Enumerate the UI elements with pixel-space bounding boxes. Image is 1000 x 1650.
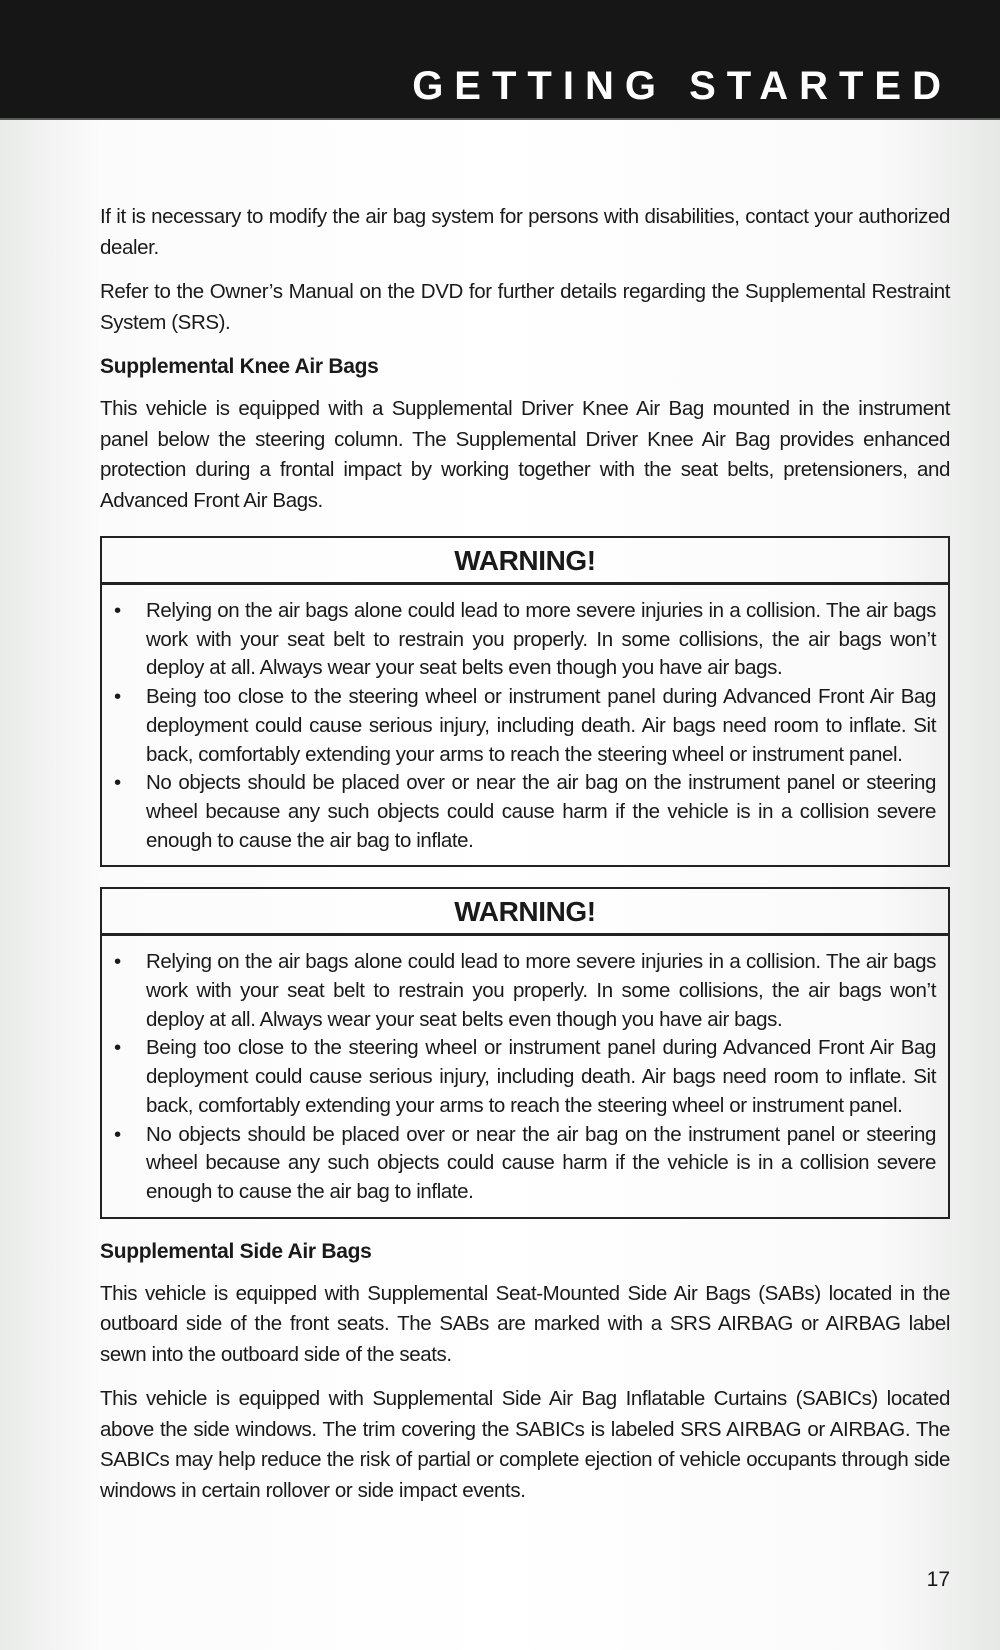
warning-text: Being too close to the steering wheel or instrument panel during Advanced Front Air Bag deployment could cause serious injury, including death. Air bags need room to inflate. Sit back, comfortably extending your arms to reach the steering wheel or instrument panel. — [146, 1036, 936, 1117]
warning-box — [100, 887, 950, 1218]
bullet: • — [114, 599, 121, 622]
bullet: • — [114, 1036, 121, 1060]
warning-item — [114, 769, 936, 855]
warning-box — [100, 536, 950, 867]
bullet: • — [114, 771, 121, 795]
warning-text: Being too close to the steering wheel or instrument panel during Advanced Front Air Bag deployment could cause serious injury, including death. Air bags need room to inflate. Sit back, comfortably extending your arms to reach the steering wheel or instrument panel. — [146, 685, 936, 766]
page-content — [100, 202, 950, 1520]
warning-item — [114, 1121, 936, 1207]
paragraph: If it is necessary to modify the air bag system for persons with disabilities, contact your authorized dealer. — [100, 205, 950, 259]
warning-text: Relying on the air bags alone could lead to more severe injuries in a collision. The air bags work with your seat belt to restrain you properly. In some collisions, the air bags won’t deploy at all. Always wear your seat belts even though you have air bags. — [146, 599, 936, 680]
section-title: GETTING STARTED — [412, 64, 952, 108]
paragraph: This vehicle is equipped with Supplemental Side Air Bag Inflatable Curtains (SABICs) located above the side windows. The trim covering the SABICs is labeled SRS AIRBAG or AIRBAG. The SABICs may help reduce the risk of partial or complete ejection of vehicle occupants through side windows in certain rollover or side impact events. — [100, 1387, 950, 1502]
side-airbags-heading: Supplemental Side Air Bags — [100, 1239, 372, 1263]
bullet: • — [114, 1122, 121, 1146]
warning-title: WARNING! — [102, 538, 948, 585]
section-header — [0, 0, 1000, 120]
warning-list — [102, 936, 948, 1216]
warning-list — [102, 585, 948, 865]
knee-airbags-heading: Supplemental Knee Air Bags — [100, 355, 379, 378]
bullet: • — [114, 950, 121, 974]
paragraph: This vehicle is equipped with Supplemental Seat-Mounted Side Air Bags (SABs) located in the outboard side of the front seats. The SABs are marked with a SRS AIRBAG or AIRBAG label sewn into the outboard side of the seats. — [100, 1281, 950, 1366]
warning-title: WARNING! — [102, 889, 948, 936]
warning-item — [114, 683, 936, 769]
warning-item — [114, 1034, 936, 1120]
page-number: 17 — [926, 1568, 950, 1591]
warning-text: No objects should be placed over or near the air bag on the instrument panel or steering wheel because any such objects could cause harm if the vehicle is in a collision severe enough to cause the air bag to inflate. — [146, 1122, 936, 1203]
bullet: • — [114, 685, 121, 709]
warning-text: No objects should be placed over or near the air bag on the instrument panel or steering wheel because any such objects could cause harm if the vehicle is in a collision severe enough to cause the air bag to inflate. — [146, 771, 936, 852]
paragraph: Refer to the Owner’s Manual on the DVD for further details regarding the Supplemental Restraint System (SRS). — [100, 280, 950, 334]
paragraph: This vehicle is equipped with a Supplemental Driver Knee Air Bag mounted in the instrument panel below the steering column. The Supplemental Driver Knee Air Bag provides enhanced protection during a frontal impact by working together with the seat belts, pretensioners, and Advanced Front Air Bags. — [100, 397, 950, 512]
warning-item — [114, 597, 936, 683]
warning-item — [114, 948, 936, 1034]
warning-text: Relying on the air bags alone could lead to more severe injuries in a collision. The air bags work with your seat belt to restrain you properly. In some collisions, the air bags won’t deploy at all. Always wear your seat belts even though you have air bags. — [146, 950, 936, 1031]
